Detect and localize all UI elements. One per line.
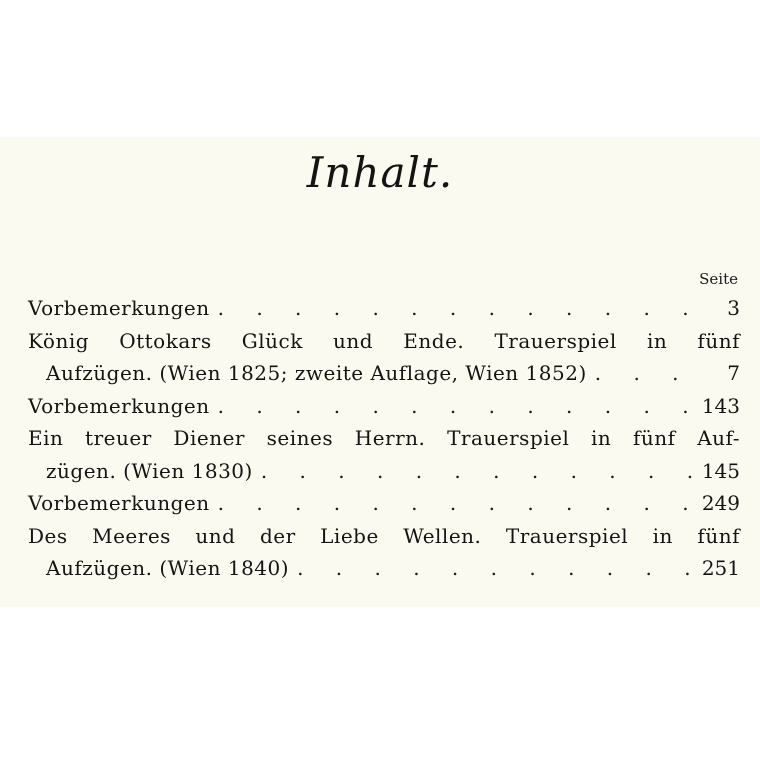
toc-entry-page: 143 — [701, 393, 740, 418]
dot-leader — [297, 552, 692, 585]
toc-entry-text: Ein treuer Diener seines Herrn. Trauerspiel in fünf Auf- — [28, 426, 740, 450]
toc-entry-page: 251 — [701, 556, 740, 580]
toc-entry-text: zügen. (Wien 1830) — [46, 458, 253, 483]
toc-entry-text: Des Meeres und der Liebe Wellen. Trauerspiel in fünf — [28, 523, 740, 548]
toc-entry — [28, 325, 740, 358]
toc-entry-text: Vorbemerkungen — [28, 296, 210, 320]
page-column-header: Seite — [699, 270, 738, 288]
dot-leader — [261, 455, 692, 488]
toc-entry — [28, 292, 740, 325]
toc-entry — [28, 390, 740, 423]
table-of-contents — [28, 292, 740, 585]
dot-leader — [218, 487, 692, 520]
page-title: Inhalt. — [306, 148, 454, 197]
toc-entry-continuation — [28, 455, 740, 488]
toc-entry-page: 145 — [701, 458, 740, 483]
toc-entry-text: König Ottokars Glück und Ende. Trauerspiel in fünf — [28, 328, 740, 353]
toc-entry-page: 3 — [727, 296, 740, 320]
toc-entry-text: Aufzügen. (Wien 1840) — [46, 556, 290, 580]
toc-entry-text: Aufzügen. (Wien 1825; zweite Auflage, Wien 1852) — [46, 361, 587, 385]
toc-entry-text: Vorbemerkungen — [28, 393, 210, 418]
toc-entry — [28, 487, 740, 520]
dot-leader — [218, 390, 692, 423]
toc-entry-page: 7 — [727, 361, 740, 385]
toc-entry-continuation — [28, 357, 740, 390]
dot-leader — [595, 357, 700, 390]
toc-entry — [28, 422, 740, 455]
toc-entry-text: Vorbemerkungen — [28, 491, 210, 515]
toc-entry — [28, 520, 740, 553]
toc-entry-page: 249 — [701, 491, 740, 515]
dot-leader — [218, 292, 700, 325]
toc-entry-continuation — [28, 552, 740, 585]
